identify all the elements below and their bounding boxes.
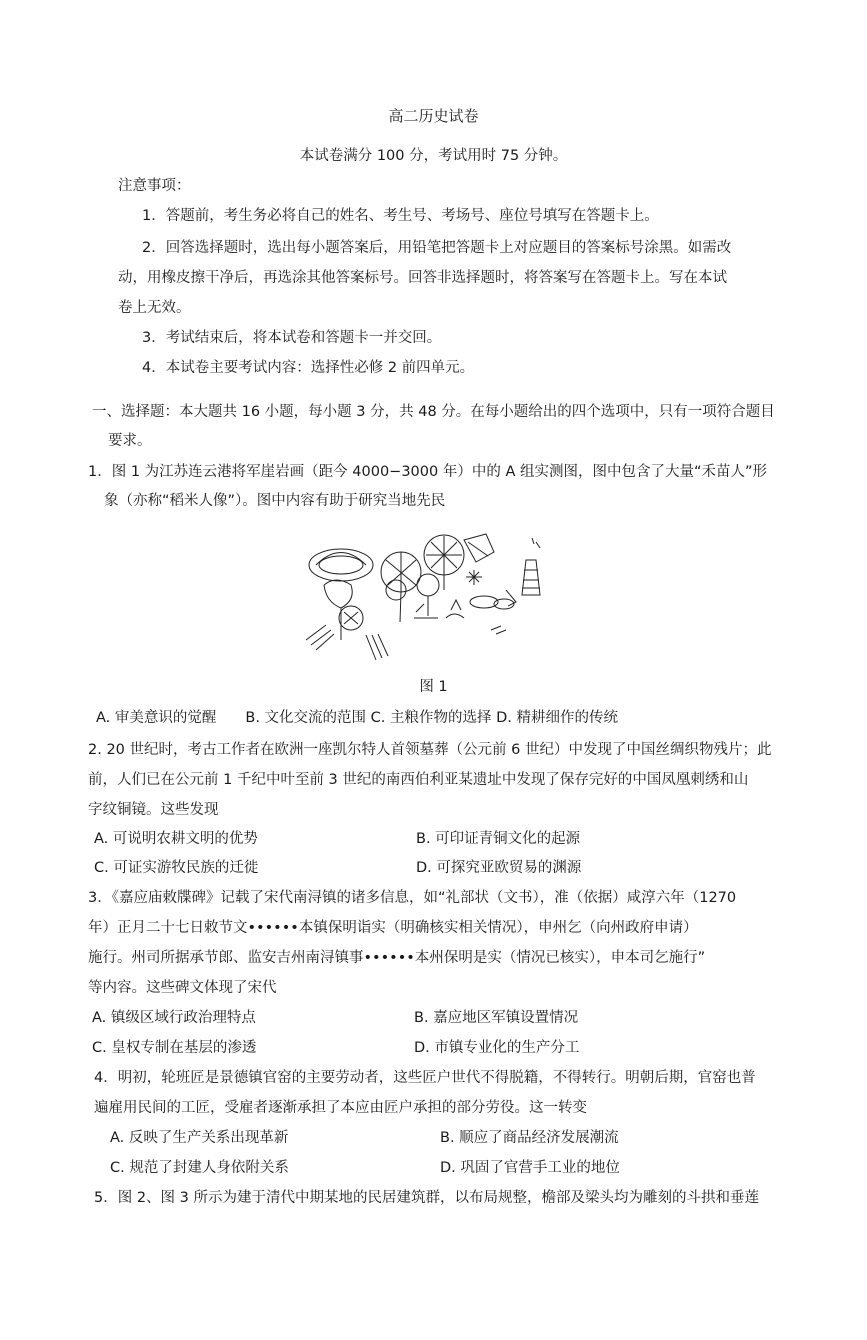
- question-3-option-d: D. 市镇专业化的生产分工: [414, 1040, 580, 1056]
- question-4-option-d: D. 巩固了官营手工业的地位: [440, 1160, 620, 1176]
- question-2-text: 前，人们已在公元前 1 千纪中叶至前 3 世纪的南西伯利亚某遗址中发现了保存完好的中国凤凰刺绣和山: [88, 772, 749, 788]
- exam-info: 本试卷满分 100 分，考试用时 75 分钟。: [299, 148, 568, 164]
- figure-caption: 图 1: [419, 679, 448, 695]
- question-3-text: 施行。州司所据承节郎、监安吉州南浔镇事••••••本州保明是实（情况已核实），申本司乞施行”: [88, 950, 706, 966]
- question-3-text: 年）正月二十七日敕节文••••••本镇保明诣实（明确核实相关情况），申州乞（向州政府申请）: [88, 920, 698, 936]
- notice-heading: 注意事项：: [118, 178, 191, 194]
- notice-item: 3．考试结束后，将本试卷和答题卡一并交回。: [142, 330, 442, 346]
- notice-item: 2．回答选择题时，选出每小题答案后，用铅笔把答题卡上对应题目的答案标号涂黑。如需改: [142, 240, 732, 256]
- notice-item: 卷上无效。: [118, 300, 191, 316]
- notice-item: 4．本试卷主要考试内容：选择性必修 2 前四单元。: [142, 360, 475, 376]
- page-title: 高二历史试卷: [388, 107, 479, 125]
- section-heading-cont: 要求。: [108, 433, 152, 449]
- question-1-options: A. 审美意识的觉醒 B. 文化交流的范围 C. 主粮作物的选择 D. 精耕细作的传统: [96, 710, 618, 726]
- question-4-text: 4．明初，轮班匠是景德镇官窑的主要劳动者，这些匠户世代不得脱籍，不得转行。明朝后期，官窑也普: [94, 1070, 756, 1086]
- question-3-text: 3．《嘉应庙敕牒碑》记载了宋代南浔镇的诸多信息，如“礼部状（文书），准（依据）咸淳六年（1270: [88, 890, 737, 906]
- question-2-option-d: D. 可探究亚欧贸易的渊源: [416, 860, 582, 876]
- question-4-text: 遍雇用民间的工匠，受雇者逐渐承担了本应由匠户承担的部分劳役。这一转变: [94, 1100, 587, 1116]
- question-2-option-b: B. 可印证青铜文化的起源: [416, 831, 581, 847]
- question-3-option-a: A. 镇级区域行政治理特点: [92, 1010, 256, 1026]
- question-1-text: 1．图 1 为江苏连云港将军崖岩画（距今 4000−3000 年）中的 A 组实测图，图中包含了大量“禾苗人”形: [88, 464, 767, 480]
- rock-painting-figure: [296, 530, 546, 670]
- question-2-text: 2. 20 世纪时，考古工作者在欧洲一座凯尔特人首领墓葬（公元前 6 世纪）中发现了中国丝绸织物残片；此: [88, 742, 772, 758]
- question-4-option-a: A. 反映了生产关系出现革新: [110, 1130, 289, 1146]
- question-4-option-c: C. 规范了封建人身依附关系: [110, 1160, 289, 1176]
- notice-item: 1．答题前，考生务必将自己的姓名、考生号、考场号、座位号填写在答题卡上。: [142, 208, 659, 224]
- section-heading: 一、选择题：本大题共 16 小题，每小题 3 分，共 48 分。在每小题给出的四个选项中，只有一项符合题目: [92, 404, 775, 420]
- notice-item: 动，用橡皮擦干净后，再选涂其他答案标号。回答非选择题时，将答案写在答题卡上。写在本试: [118, 270, 727, 286]
- question-3-option-b: B. 嘉应地区军镇设置情况: [414, 1010, 579, 1026]
- question-4-option-b: B. 顺应了商品经济发展潮流: [440, 1130, 619, 1146]
- question-3-text: 等内容。这些碑文体现了宋代: [88, 980, 277, 996]
- question-2-text: 字纹铜镜。这些发现: [88, 802, 219, 818]
- question-2-option-c: C. 可证实游牧民族的迁徙: [94, 860, 259, 876]
- question-2-option-a: A. 可说明农耕文明的优势: [94, 831, 258, 847]
- question-3-option-c: C. 皇权专制在基层的渗透: [92, 1040, 257, 1056]
- question-5-text: 5．图 2、图 3 所示为建于清代中期某地的民居建筑群，以布局规整，檐部及梁头均为雕刻的斗拱和垂莲: [94, 1190, 759, 1206]
- question-1-text: 象（亦称“稻米人像”）。图中内容有助于研究当地先民: [104, 493, 446, 509]
